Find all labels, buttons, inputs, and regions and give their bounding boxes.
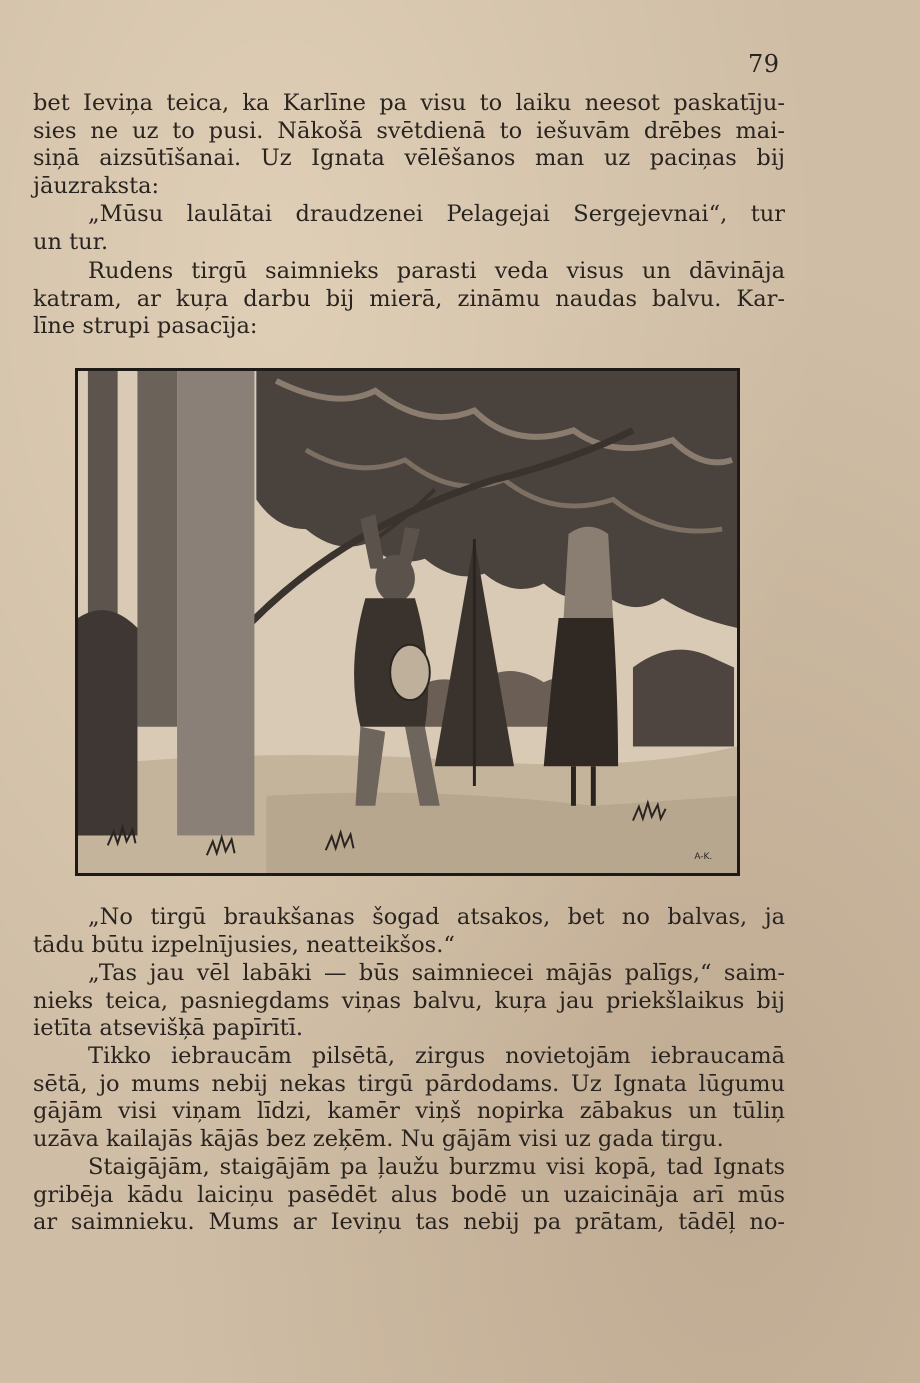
text-line: siņā aizsūtīšanai. Uz Ignata vēlēšanos man uz paciņas bij: [33, 145, 785, 171]
text-line: Staigājām, staigājām pa ļaužu burzmu visi kopā, tad Ignats: [88, 1154, 785, 1180]
text-line: nieks teica, pasniegdams viņas balvu, kuŗa jau priekšlaikus bij: [33, 987, 785, 1014]
text-line: bet Ieviņa teica, ka Karlīne pa visu to laiku neesot paskatīju-: [33, 90, 785, 116]
text-line: „Mūsu laulātai draudzenei Pelagejai Sergejevnai“, tur: [88, 201, 785, 227]
text-line: „No tirgū braukšanas šogad atsakos, bet no balvas, ja: [88, 904, 785, 930]
paragraph: [33, 258, 785, 341]
paragraph: [33, 960, 785, 1043]
text-line: jāuzraksta:: [33, 172, 160, 199]
text-line: ietīta atsevišķā papīrītī.: [33, 1015, 304, 1041]
text-line: „Tas jau vēl labāki — būs saimniecei mājās palīgs,“ saim-: [88, 960, 785, 986]
text-line: gājām visi viņam līdzi, kamēr viņš nopirka zābakus un tūliņ: [33, 1098, 785, 1124]
text-line: līne strupi pasacīja:: [33, 313, 258, 339]
text-line: Rudens tirgū saimnieks parasti veda visus un dāvināja: [88, 258, 785, 284]
text-line: gribēja kādu laiciņu pasēdēt alus bodē un uzaicināja arī mūs: [33, 1181, 785, 1208]
paragraph: [33, 1043, 785, 1153]
paragraph: [33, 904, 785, 959]
text-line: Tikko iebraucām pilsētā, zirgus novietojām iebraucamā: [88, 1043, 785, 1069]
paragraph: [33, 1154, 785, 1237]
text-line: un tur.: [33, 228, 109, 255]
artist-signature: A-K.: [694, 852, 713, 863]
paragraph: [33, 201, 785, 256]
text-line: ar saimnieku. Mums ar Ieviņu tas nebij pa prātam, tādēļ no-: [33, 1209, 785, 1235]
illustration: [75, 368, 740, 876]
paragraph: [33, 90, 785, 200]
text-line: katram, ar kuŗa darbu bij mierā, zināmu naudas balvu. Kar-: [33, 285, 785, 312]
text-line: uzāva kailajās kājās bez zeķēm. Nu gājām visi uz gada tirgu.: [33, 1125, 724, 1152]
text-line: sētā, jo mums nebij nekas tirgū pārdodams. Uz Ignata lūgumu: [33, 1070, 785, 1097]
woodcut-illustration: [78, 371, 737, 873]
text-line: sies ne uz to pusi. Nākošā svētdienā to iešuvām drēbes mai-: [33, 117, 785, 144]
text-line: tādu būtu izpelnījusies, neatteikšos.“: [33, 931, 455, 958]
page-number: 79: [748, 50, 780, 78]
